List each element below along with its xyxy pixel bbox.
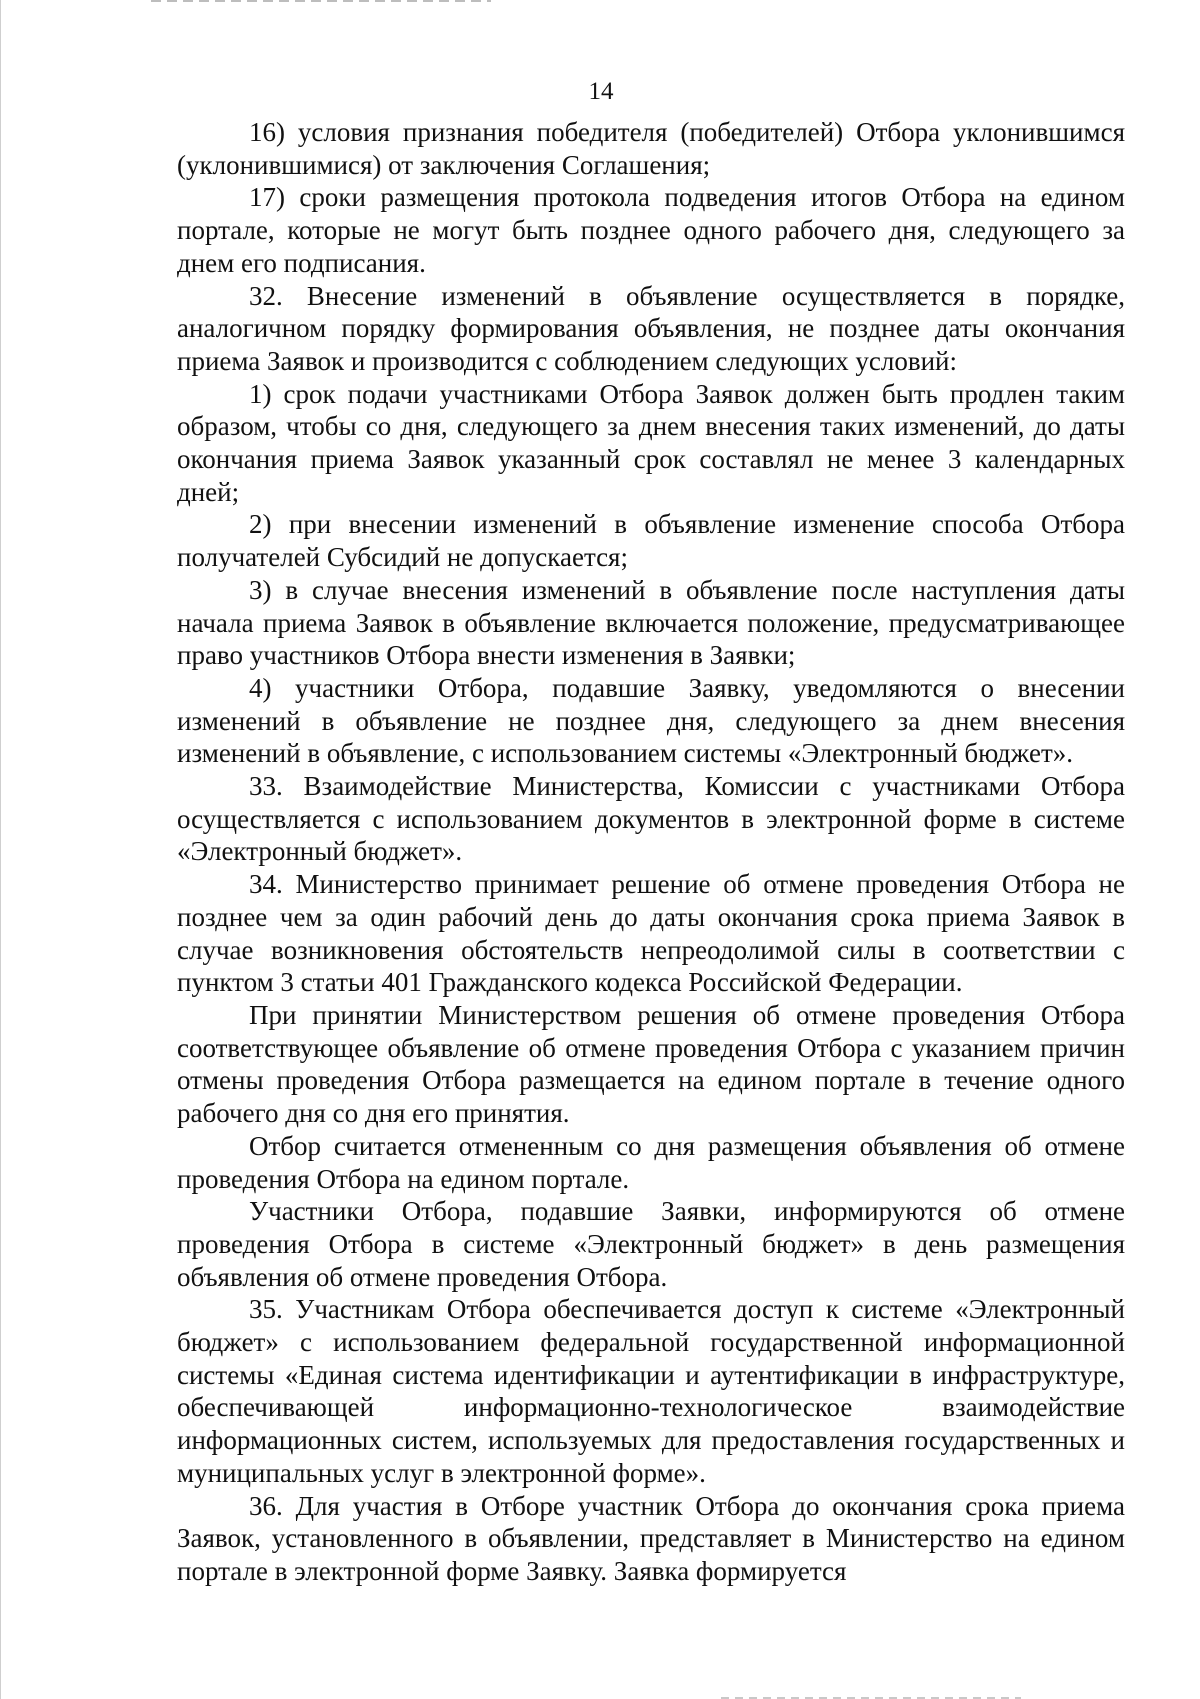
paragraph-clause-36: 36. Для участия в Отборе участник Отбора до окончания срока приема Заявок, установленного в объявлении, представляет в Министерство на едином портале в электронной форме Заявку. Заявка формируется xyxy=(177,1490,1125,1586)
paragraph-clause-32-item-1: 1) срок подачи участниками Отбора Заявок должен быть продлен таким образом, чтобы со дня, следующего за днем внесения таких изменений, до даты окончания приема Заявок указанный срок составлял не менее 3 календарных дней; xyxy=(177,378,1125,507)
paragraph-clause-32-item-4: 4) участники Отбора, подавшие Заявку, уведомляются о внесении изменений в объявление не позднее дня, следующего за днем внесения изменений в объявление, с использованием системы «Электронный бюджет». xyxy=(177,672,1125,769)
paragraph-clause-32-item-2: 2) при внесении изменений в объявление изменение способа Отбора получателей Субсидий не допускается; xyxy=(177,509,1125,573)
paragraph-clause-32: 32. Внесение изменений в объявление осуществляется в порядке, аналогичном порядку формирования объявления, не позднее даты окончания приема Заявок и производится с соблюдением следующих условий: xyxy=(177,280,1125,376)
paragraph-item-17: 17) сроки размещения протокола подведения итогов Отбора на едином портале, которые не могут быть позднее одного рабочего дня, следующего за днем его подписания. xyxy=(177,182,1125,278)
paragraph-clause-32-item-3: 3) в случае внесения изменений в объявление после наступления даты начала приема Заявок в объявление включается положение, предусматривающее право участников Отбора внести изменения в Заявки; xyxy=(177,574,1125,671)
paragraph-clause-34-cancelled-date: Отбор считается отмененным со дня размещения объявления об отмене проведения Отбора на едином портале. xyxy=(177,1130,1125,1194)
paragraph-clause-35: 35. Участникам Отбора обеспечивается доступ к системе «Электронный бюджет» с использованием федеральной государственной информационной системы «Единая система идентификации и аутентификации в инфраструктуре, обеспечивающей информационно-технологическое взаимодействие информационных систем, используемых для предоставления государственных и муниципальных услуг в электронной форме». xyxy=(177,1294,1125,1488)
page-number: 14 xyxy=(588,78,614,105)
paragraph-item-16: 16) условия признания победителя (победителей) Отбора уклонившимся (уклонившимися) от заключения Соглашения; xyxy=(177,117,1125,180)
scan-edge-top xyxy=(151,0,491,2)
paragraph-clause-34-cancellation-notice: При принятии Министерством решения об отмене проведения Отбора соответствующее объявление об отмене проведения Отбора с указанием причин отмены проведения Отбора размещается на едином портале в течение одного рабочего дня со дня его принятия. xyxy=(177,999,1125,1129)
paragraph-clause-33: 33. Взаимодействие Министерства, Комиссии с участниками Отбора осуществляется с использованием документов в электронной форме в системе «Электронный бюджет». xyxy=(177,771,1125,867)
paragraph-clause-34-participants-informed: Участники Отбора, подавшие Заявки, информируются об отмене проведения Отбора в системе «Электронный бюджет» в день размещения объявления об отмене проведения Отбора. xyxy=(177,1196,1125,1292)
document-body xyxy=(177,116,1125,1588)
paragraph-clause-34: 34. Министерство принимает решение об отмене проведения Отбора не позднее чем за один рабочий день до даты окончания срока приема Заявок в случае возникновения обстоятельств непреодолимой силы в соответствии с пунктом 3 статьи 401 Гражданского кодекса Российской Федерации. xyxy=(177,869,1125,998)
